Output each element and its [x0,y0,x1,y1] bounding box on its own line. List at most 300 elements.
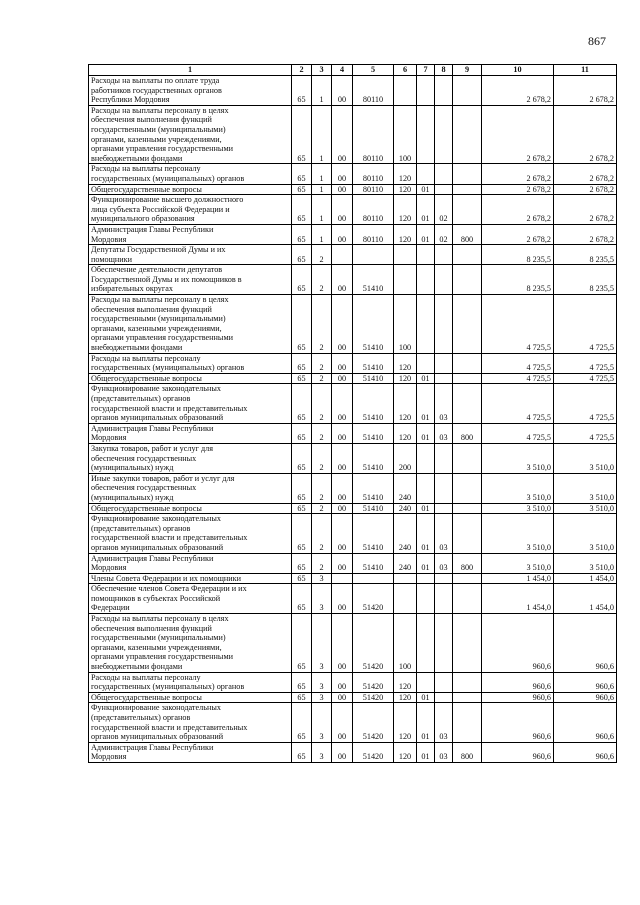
cell-sum-2021: 2 678,2 [482,224,554,244]
cell-razdel [417,265,435,295]
cell-napr: 51410 [353,353,394,373]
cell-podgp: 2 [312,295,332,354]
cell-gp: 65 [292,353,312,373]
cell-sum-2022: 960,6 [554,672,617,692]
cell-sum-2022: 8 235,5 [554,245,617,265]
budget-table [88,64,617,763]
cell-sum-2021: 2 678,2 [482,76,554,106]
cell-podrazdel: 03 [435,703,453,742]
cell-name: Члены Совета Федерации и их помощники [89,573,292,584]
cell-podrazdel: 03 [435,423,453,443]
cell-sum-2022: 3 510,0 [554,503,617,514]
cell-osn: 00 [332,76,353,106]
cell-gp: 65 [292,423,312,443]
cell-vid [394,265,417,295]
cell-vid: 120 [394,373,417,384]
cell-razdel [417,353,435,373]
cell-napr: 80110 [353,224,394,244]
cell-podrazdel: 03 [435,514,453,553]
cell-podgp: 3 [312,742,332,762]
cell-napr [353,573,394,584]
cell-osn: 00 [332,265,353,295]
cell-podrazdel: 02 [435,224,453,244]
cell-vid: 240 [394,514,417,553]
cell-podgp: 2 [312,384,332,423]
cell-vid [394,573,417,584]
cell-sum-2022: 4 725,5 [554,373,617,384]
cell-podgp: 2 [312,443,332,473]
cell-sum-2022: 3 510,0 [554,443,617,473]
cell-vid: 100 [394,614,417,673]
table-row [89,423,617,443]
cell-sum-2022: 960,6 [554,614,617,673]
cell-razdel [417,573,435,584]
cell-napr: 51410 [353,373,394,384]
cell-vid [394,245,417,265]
cell-sum-2022: 3 510,0 [554,473,617,503]
cell-osn: 00 [332,295,353,354]
cell-gp: 65 [292,245,312,265]
cell-podgp: 2 [312,265,332,295]
cell-sum-2021: 3 510,0 [482,473,554,503]
cell-name: Общегосударственные вопросы [89,503,292,514]
cell-podrazdel [435,473,453,503]
cell-osn: 00 [332,105,353,164]
column-header-11: 11 [554,65,617,76]
cell-sum-2021: 1 454,0 [482,573,554,584]
cell-ved [453,76,482,106]
cell-sum-2022: 2 678,2 [554,105,617,164]
table-row [89,164,617,184]
cell-razdel [417,245,435,265]
column-header-3: 3 [312,65,332,76]
cell-napr: 51420 [353,703,394,742]
cell-razdel: 01 [417,503,435,514]
cell-name: Общегосударственные вопросы [89,692,292,703]
cell-name: Обеспечение деятельности депутатов Государственной Думы и их помощников в избирательных округах [89,265,292,295]
cell-podrazdel [435,353,453,373]
cell-napr: 51420 [353,672,394,692]
cell-vid: 240 [394,503,417,514]
cell-gp: 65 [292,473,312,503]
cell-osn: 00 [332,473,353,503]
cell-sum-2022: 2 678,2 [554,195,617,225]
cell-vid: 120 [394,384,417,423]
cell-razdel [417,614,435,673]
cell-napr: 51420 [353,584,394,614]
table-header [89,65,617,76]
cell-sum-2021: 960,6 [482,672,554,692]
cell-napr: 51420 [353,692,394,703]
column-header-7: 7 [417,65,435,76]
cell-razdel [417,473,435,503]
cell-sum-2021: 1 454,0 [482,584,554,614]
cell-gp: 65 [292,692,312,703]
cell-ved [453,265,482,295]
table-row [89,184,617,195]
cell-razdel: 01 [417,692,435,703]
cell-sum-2021: 960,6 [482,692,554,703]
cell-podrazdel: 03 [435,384,453,423]
table-row [89,443,617,473]
cell-osn: 00 [332,553,353,573]
cell-razdel [417,443,435,473]
cell-podgp: 1 [312,195,332,225]
table-row [89,265,617,295]
table-row [89,224,617,244]
cell-razdel [417,295,435,354]
cell-osn: 00 [332,672,353,692]
cell-razdel: 01 [417,423,435,443]
cell-name: Функционирование законодательных (представительных) органов государственной власти и представительных органов муниципальных образований [89,703,292,742]
cell-gp: 65 [292,443,312,473]
cell-razdel [417,164,435,184]
cell-name: Расходы на выплаты персоналу государственных (муниципальных) органов [89,164,292,184]
table-row [89,553,617,573]
cell-name: Расходы на выплаты персоналу государственных (муниципальных) органов [89,353,292,373]
cell-sum-2021: 2 678,2 [482,195,554,225]
cell-ved [453,245,482,265]
table-row [89,105,617,164]
cell-gp: 65 [292,265,312,295]
cell-napr: 80110 [353,195,394,225]
cell-osn: 00 [332,503,353,514]
cell-sum-2021: 4 725,5 [482,295,554,354]
cell-osn: 00 [332,353,353,373]
cell-vid: 120 [394,195,417,225]
cell-sum-2021: 3 510,0 [482,503,554,514]
cell-napr: 80110 [353,184,394,195]
table-row [89,692,617,703]
cell-name: Расходы на выплаты персоналу в целях обеспечения выполнения функций государственными (муниципальными) органами, казенными учреждениями, органами управления государственными внебюджетными фондами [89,295,292,354]
cell-name: Администрация Главы Республики Мордовия [89,423,292,443]
cell-ved: 800 [453,553,482,573]
cell-razdel: 01 [417,224,435,244]
cell-vid: 120 [394,184,417,195]
cell-podgp: 3 [312,703,332,742]
cell-napr: 51410 [353,553,394,573]
cell-sum-2022: 4 725,5 [554,423,617,443]
cell-gp: 65 [292,584,312,614]
column-header-1: 1 [89,65,292,76]
cell-napr: 80110 [353,105,394,164]
cell-podrazdel [435,164,453,184]
cell-podrazdel [435,265,453,295]
cell-osn: 00 [332,164,353,184]
cell-ved: 800 [453,742,482,762]
cell-name: Администрация Главы Республики Мордовия [89,224,292,244]
cell-name: Функционирование законодательных (представительных) органов государственной власти и представительных органов муниципальных образований [89,514,292,553]
cell-sum-2022: 1 454,0 [554,584,617,614]
cell-napr: 51420 [353,614,394,673]
cell-sum-2022: 2 678,2 [554,184,617,195]
cell-name: Расходы на выплаты персоналу государственных (муниципальных) органов [89,672,292,692]
cell-sum-2021: 2 678,2 [482,184,554,195]
table-row [89,384,617,423]
cell-vid: 120 [394,353,417,373]
cell-sum-2021: 960,6 [482,614,554,673]
cell-ved [453,105,482,164]
column-header-10: 10 [482,65,554,76]
cell-ved [453,384,482,423]
cell-podrazdel [435,614,453,673]
column-header-6: 6 [394,65,417,76]
cell-ved [453,443,482,473]
cell-podrazdel [435,76,453,106]
cell-razdel: 01 [417,742,435,762]
table-row [89,295,617,354]
cell-vid: 120 [394,672,417,692]
cell-podgp: 3 [312,573,332,584]
cell-podgp: 2 [312,473,332,503]
table-row [89,672,617,692]
cell-sum-2021: 4 725,5 [482,384,554,423]
cell-gp: 65 [292,224,312,244]
cell-osn: 00 [332,384,353,423]
cell-sum-2022: 960,6 [554,703,617,742]
cell-osn: 00 [332,423,353,443]
cell-sum-2021: 4 725,5 [482,353,554,373]
cell-name: Функционирование законодательных (представительных) органов государственной власти и представительных органов муниципальных образований [89,384,292,423]
cell-sum-2021: 3 510,0 [482,514,554,553]
cell-name: Расходы на выплаты персоналу в целях обеспечения выполнения функций государственными (муниципальными) органами, казенными учреждениями, органами управления государственными внебюджетными фондами [89,105,292,164]
cell-gp: 65 [292,164,312,184]
cell-sum-2022: 1 454,0 [554,573,617,584]
cell-vid: 200 [394,443,417,473]
cell-gp: 65 [292,195,312,225]
cell-ved [453,503,482,514]
cell-podrazdel [435,373,453,384]
cell-name: Функционирование высшего должностного лица субъекта Российской Федерации и муниципального образования [89,195,292,225]
cell-osn: 00 [332,703,353,742]
cell-ved [453,672,482,692]
cell-ved: 800 [453,423,482,443]
cell-ved [453,473,482,503]
cell-razdel [417,672,435,692]
cell-sum-2021: 2 678,2 [482,164,554,184]
cell-razdel: 01 [417,195,435,225]
cell-napr: 51410 [353,514,394,553]
cell-gp: 65 [292,503,312,514]
table-row [89,614,617,673]
cell-osn: 00 [332,184,353,195]
cell-sum-2022: 960,6 [554,692,617,703]
cell-sum-2022: 2 678,2 [554,76,617,106]
cell-podgp: 3 [312,692,332,703]
cell-podgp: 1 [312,184,332,195]
cell-gp: 65 [292,703,312,742]
cell-ved [453,184,482,195]
cell-sum-2021: 4 725,5 [482,423,554,443]
cell-ved [453,703,482,742]
cell-osn: 00 [332,584,353,614]
cell-podgp: 2 [312,245,332,265]
cell-ved [453,353,482,373]
cell-sum-2021: 3 510,0 [482,553,554,573]
cell-gp: 65 [292,514,312,553]
cell-osn [332,245,353,265]
table-row [89,195,617,225]
cell-vid: 100 [394,295,417,354]
cell-gp: 65 [292,76,312,106]
cell-napr: 80110 [353,76,394,106]
cell-podgp: 3 [312,584,332,614]
cell-napr: 51410 [353,473,394,503]
cell-podgp: 1 [312,164,332,184]
cell-podgp: 2 [312,503,332,514]
cell-podgp: 2 [312,553,332,573]
cell-podgp: 2 [312,514,332,553]
cell-ved [453,614,482,673]
cell-vid: 100 [394,105,417,164]
column-header-8: 8 [435,65,453,76]
cell-osn: 00 [332,692,353,703]
cell-ved [453,164,482,184]
cell-razdel: 01 [417,384,435,423]
cell-razdel: 01 [417,553,435,573]
cell-podrazdel [435,573,453,584]
cell-gp: 65 [292,384,312,423]
table-row [89,514,617,553]
cell-vid: 120 [394,423,417,443]
cell-osn: 00 [332,514,353,553]
cell-name: Общегосударственные вопросы [89,373,292,384]
cell-sum-2022: 4 725,5 [554,384,617,423]
cell-name: Администрация Главы Республики Мордовия [89,742,292,762]
cell-vid: 120 [394,742,417,762]
cell-razdel: 01 [417,373,435,384]
cell-gp: 65 [292,672,312,692]
cell-podrazdel [435,105,453,164]
cell-razdel [417,584,435,614]
cell-sum-2022: 960,6 [554,742,617,762]
table-row [89,473,617,503]
cell-napr: 51410 [353,423,394,443]
cell-name: Администрация Главы Республики Мордовия [89,553,292,573]
cell-podrazdel [435,672,453,692]
column-header-2: 2 [292,65,312,76]
cell-podgp: 3 [312,672,332,692]
cell-osn: 00 [332,224,353,244]
cell-gp: 65 [292,184,312,195]
cell-gp: 65 [292,614,312,673]
cell-napr [353,245,394,265]
table-row [89,503,617,514]
cell-podrazdel [435,692,453,703]
cell-podgp: 1 [312,76,332,106]
cell-vid: 120 [394,692,417,703]
cell-vid [394,76,417,106]
table-row [89,76,617,106]
cell-napr: 51410 [353,384,394,423]
cell-podrazdel [435,295,453,354]
cell-name: Закупка товаров, работ и услуг для обеспечения государственных (муниципальных) нужд [89,443,292,473]
cell-osn: 00 [332,373,353,384]
cell-osn: 00 [332,443,353,473]
cell-podgp: 1 [312,105,332,164]
cell-sum-2022: 3 510,0 [554,514,617,553]
cell-razdel [417,105,435,164]
cell-podrazdel [435,584,453,614]
cell-vid: 120 [394,703,417,742]
cell-podrazdel [435,184,453,195]
cell-sum-2021: 8 235,5 [482,265,554,295]
cell-name: Иные закупки товаров, работ и услуг для обеспечения государственных (муниципальных) нужд [89,473,292,503]
cell-osn: 00 [332,195,353,225]
table-row [89,742,617,762]
cell-sum-2022: 3 510,0 [554,553,617,573]
cell-vid: 120 [394,164,417,184]
page-number: 867 [588,34,606,48]
cell-sum-2021: 2 678,2 [482,105,554,164]
cell-ved [453,195,482,225]
column-header-5: 5 [353,65,394,76]
cell-vid: 240 [394,473,417,503]
cell-vid: 240 [394,553,417,573]
cell-gp: 65 [292,295,312,354]
cell-name: Депутаты Государственной Думы и их помощники [89,245,292,265]
cell-napr: 51410 [353,265,394,295]
cell-name: Расходы на выплаты персоналу в целях обеспечения выполнения функций государственными (муниципальными) органами, казенными учреждениями, органами управления государственными внебюджетными фондами [89,614,292,673]
cell-podrazdel [435,503,453,514]
cell-razdel: 01 [417,703,435,742]
table-body [89,76,617,763]
cell-podgp: 2 [312,423,332,443]
cell-ved [453,573,482,584]
cell-vid [394,584,417,614]
cell-napr: 51410 [353,295,394,354]
cell-podgp: 1 [312,224,332,244]
cell-podrazdel: 03 [435,553,453,573]
cell-sum-2021: 960,6 [482,742,554,762]
cell-sum-2021: 4 725,5 [482,373,554,384]
table-row [89,584,617,614]
column-header-9: 9 [453,65,482,76]
cell-sum-2022: 2 678,2 [554,164,617,184]
cell-ved [453,373,482,384]
cell-sum-2022: 2 678,2 [554,224,617,244]
cell-podgp: 3 [312,614,332,673]
cell-napr: 51410 [353,503,394,514]
table-row [89,573,617,584]
cell-osn: 00 [332,742,353,762]
cell-gp: 65 [292,573,312,584]
cell-ved [453,692,482,703]
cell-podgp: 2 [312,373,332,384]
cell-osn [332,573,353,584]
cell-razdel [417,76,435,106]
cell-podrazdel: 03 [435,742,453,762]
cell-napr: 80110 [353,164,394,184]
cell-ved [453,295,482,354]
table-row [89,245,617,265]
cell-razdel: 01 [417,184,435,195]
cell-podrazdel [435,443,453,473]
cell-sum-2022: 4 725,5 [554,295,617,354]
table-row [89,373,617,384]
cell-name: Обеспечение членов Совета Федерации и их помощников в субъектах Российской Федерации [89,584,292,614]
cell-sum-2021: 960,6 [482,703,554,742]
table-row [89,353,617,373]
cell-podrazdel [435,245,453,265]
cell-podgp: 2 [312,353,332,373]
cell-osn: 00 [332,614,353,673]
cell-ved [453,584,482,614]
column-header-4: 4 [332,65,353,76]
cell-ved: 800 [453,224,482,244]
cell-sum-2021: 8 235,5 [482,245,554,265]
cell-name: Расходы на выплаты по оплате труда работников государственных органов Республики Мордовия [89,76,292,106]
